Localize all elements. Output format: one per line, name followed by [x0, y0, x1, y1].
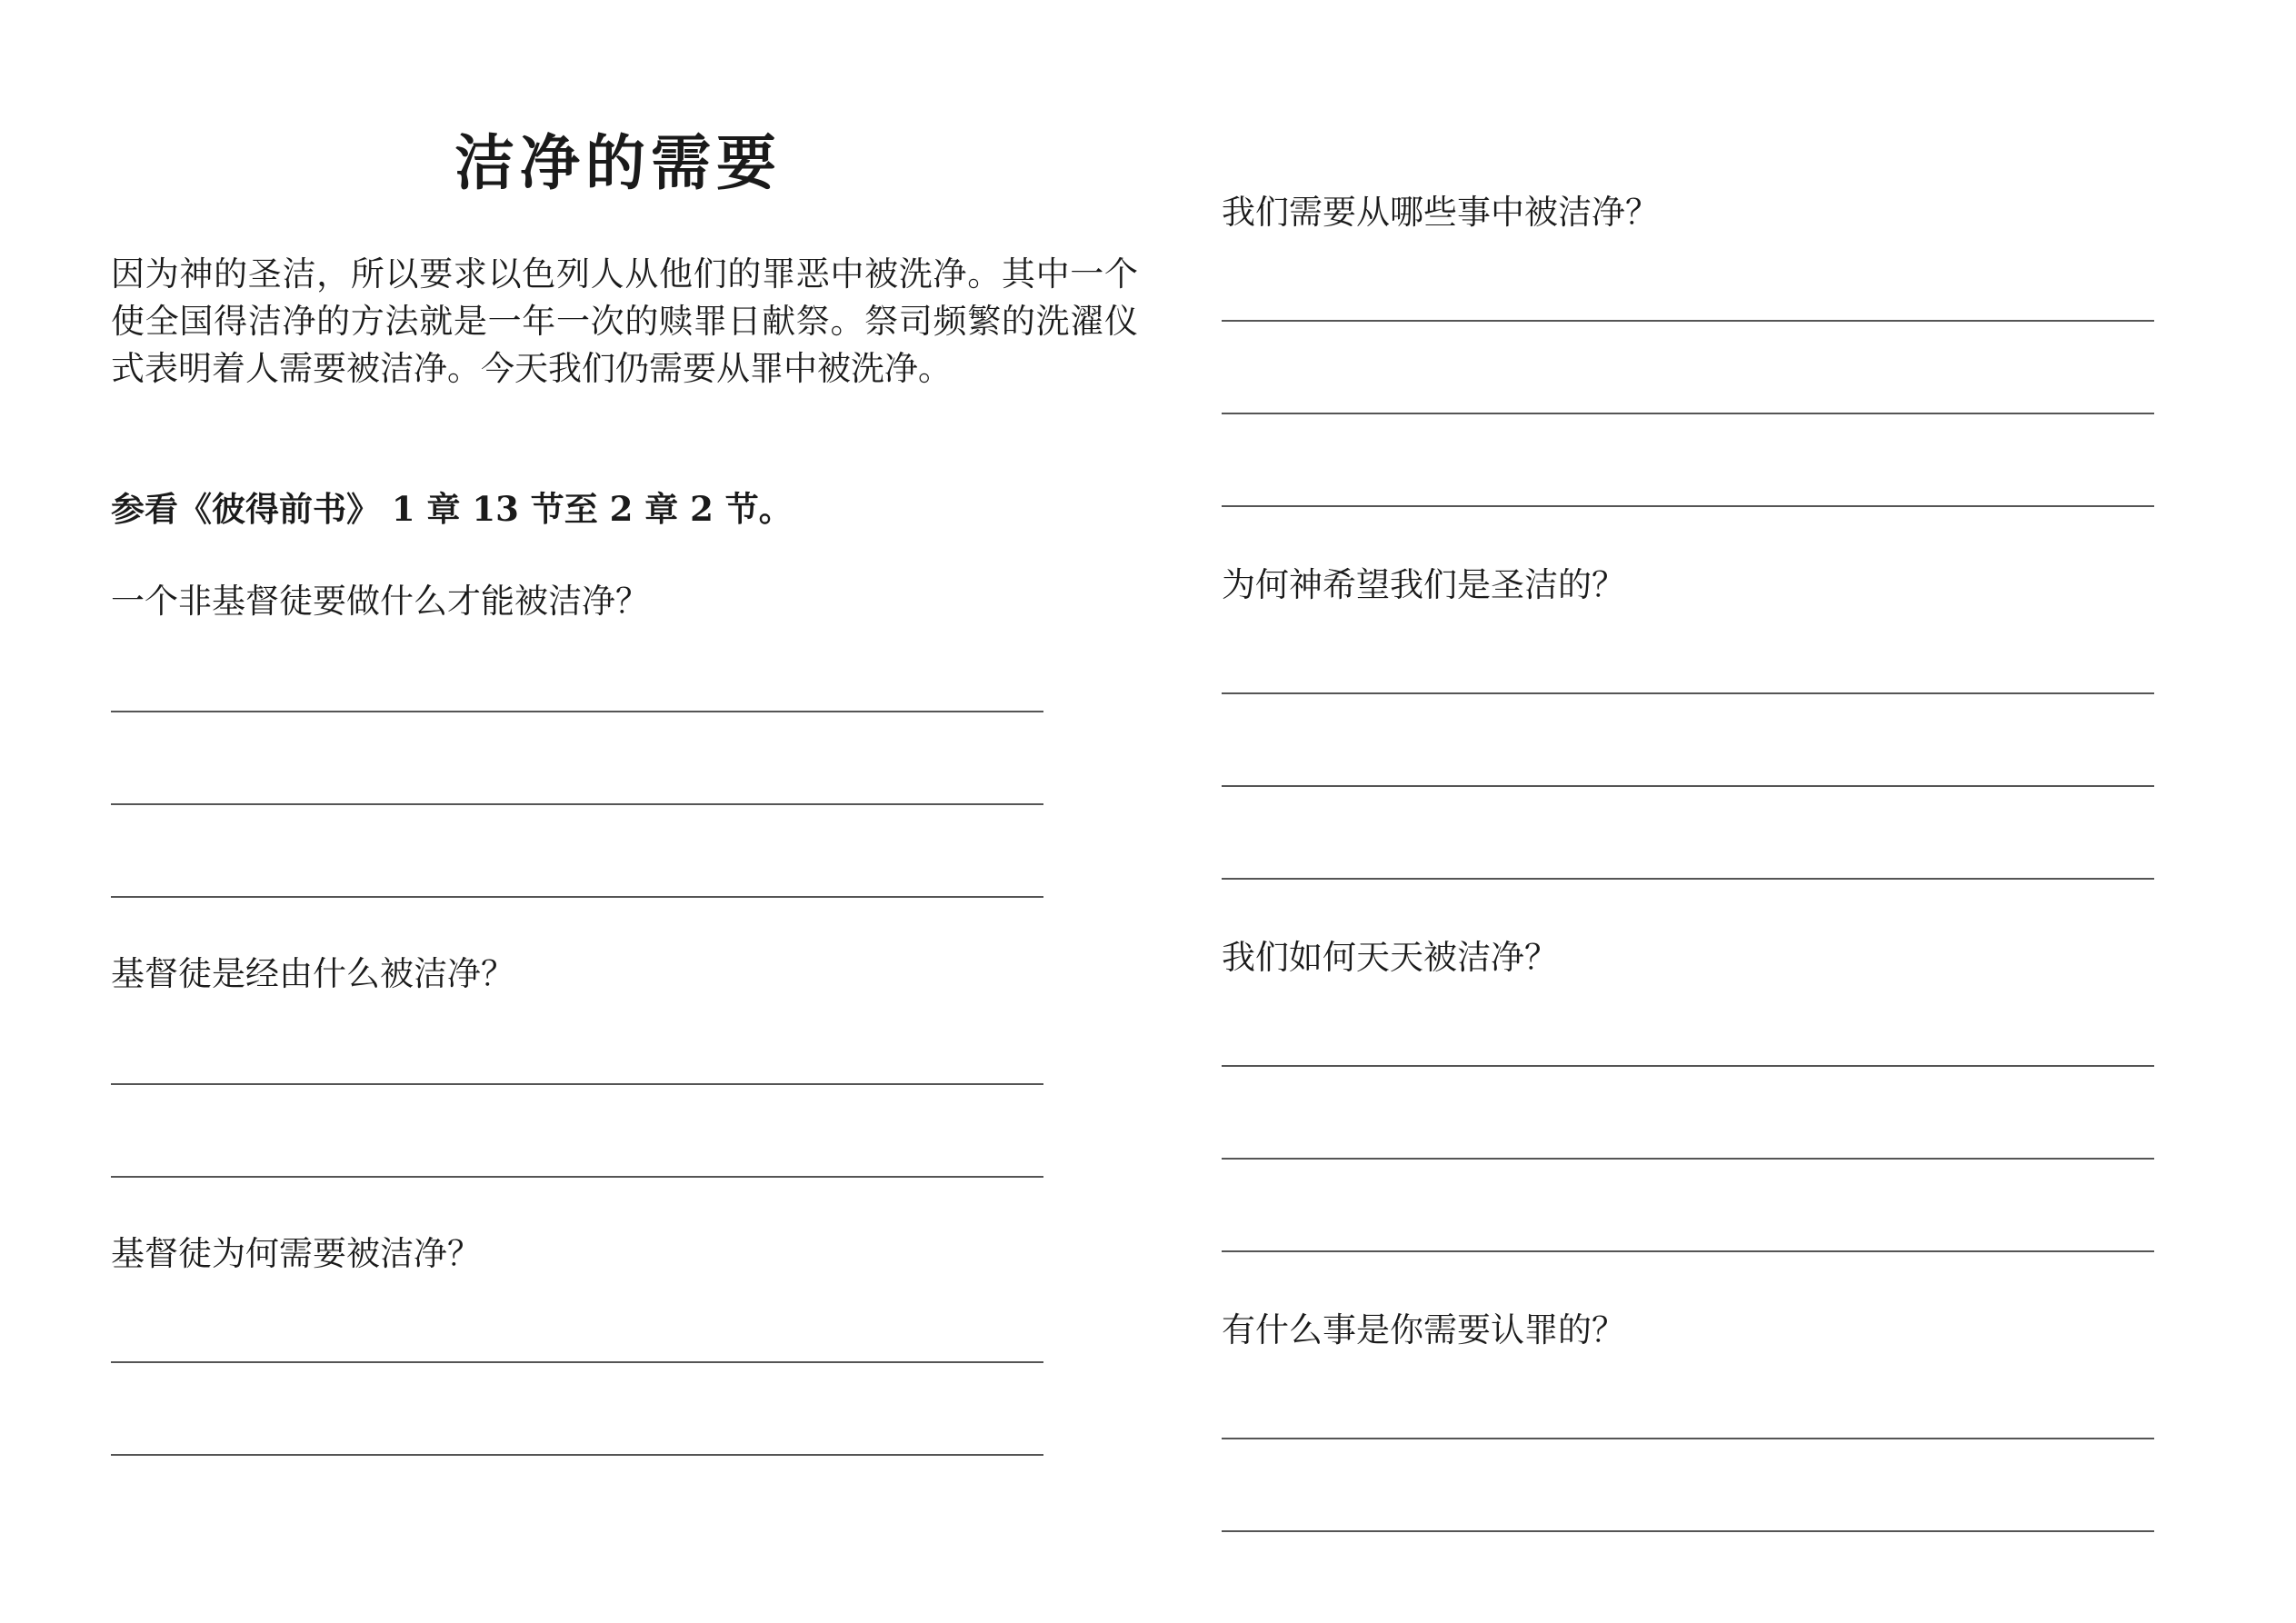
answer-line[interactable] — [1222, 1065, 2154, 1067]
answer-line[interactable] — [1222, 1438, 2154, 1439]
scripture-reference: 参看《彼得前书》 1 章 13 节至 2 章 2 节。 — [111, 489, 793, 529]
answer-line[interactable] — [1222, 1250, 2154, 1252]
answer-line[interactable] — [1222, 1158, 2154, 1160]
answer-line[interactable] — [111, 1361, 1043, 1363]
answer-line[interactable] — [111, 1083, 1043, 1085]
answer-line[interactable] — [1222, 878, 2154, 880]
answer-line[interactable] — [1222, 785, 2154, 787]
answer-line[interactable] — [111, 1454, 1043, 1456]
answer-line[interactable] — [111, 711, 1043, 712]
page-title: 洁净的需要 — [454, 127, 782, 198]
intro-paragraph: 因为神的圣洁，所以要求以色列人从他们的罪恶中被洗净。其中一个使全国得洁净的方法就是一年一次的赎罪日献祭。祭司频繁的洗濯仪式表明着人需要被洁净。今天我们仍需要从罪中被洗净。 — [111, 254, 1138, 388]
answer-line[interactable] — [111, 1176, 1043, 1178]
answer-line[interactable] — [1222, 1530, 2154, 1532]
answer-line[interactable] — [1222, 320, 2154, 322]
answer-line[interactable] — [1222, 413, 2154, 414]
answer-line[interactable] — [1222, 692, 2154, 694]
question-4: 我们需要从哪些事中被洁净？ — [1222, 193, 1659, 232]
question-2: 基督徒是经由什么被洁净？ — [111, 954, 514, 993]
answer-line[interactable] — [111, 803, 1043, 805]
answer-line[interactable] — [1222, 505, 2154, 507]
question-3: 基督徒为何需要被洁净？ — [111, 1234, 481, 1273]
question-7: 有什么事是你需要认罪的？ — [1222, 1310, 1625, 1349]
question-5: 为何神希望我们是圣洁的？ — [1222, 565, 1625, 604]
question-1: 一个非基督徒要做什么才能被洁净？ — [111, 582, 649, 621]
answer-line[interactable] — [111, 896, 1043, 898]
question-6: 我们如何天天被洁净？ — [1222, 938, 1558, 977]
